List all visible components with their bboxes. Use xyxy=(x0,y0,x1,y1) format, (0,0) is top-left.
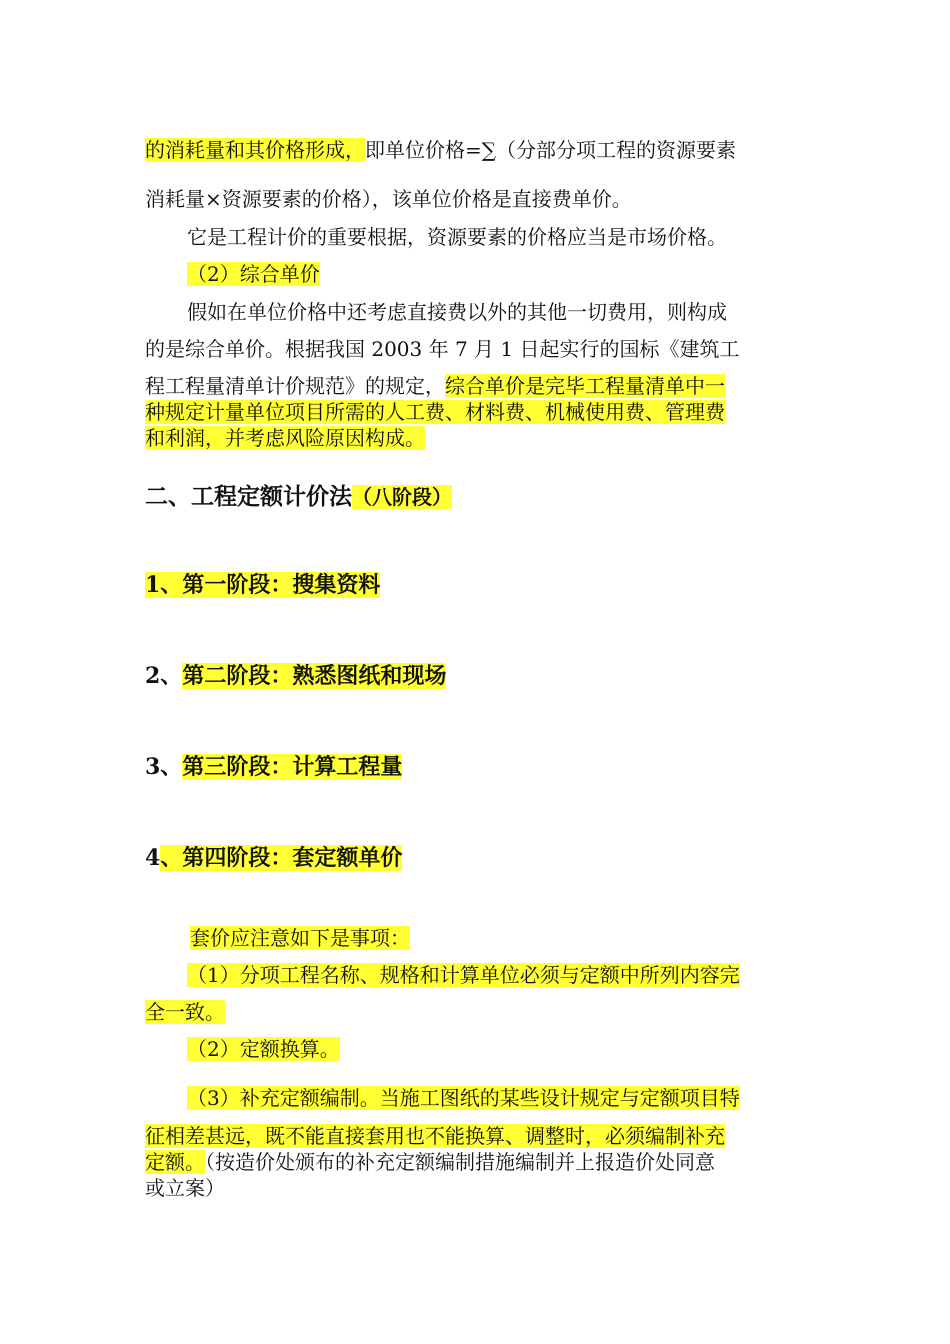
body-text: 即单位价格=∑（分部分项工程的资源要素 xyxy=(365,138,737,162)
stage-title: 第一阶段：搜集资料 xyxy=(182,572,381,598)
highlighted-text: 定额。 xyxy=(145,1150,205,1174)
stage-heading-4 xyxy=(145,843,402,873)
notes-intro xyxy=(190,925,410,951)
highlighted-text: 套价应注意如下是事项： xyxy=(190,926,410,950)
body-text: （按造价处颁布的补充定额编制措施编制并上报造价处同意 xyxy=(205,1150,715,1174)
paragraph-line xyxy=(145,399,725,425)
body-text: 的是综合单价。根据我国 2003 年 7 月 1 日起实行的国标《建筑工 xyxy=(145,337,740,361)
stage-heading-3 xyxy=(145,752,402,782)
stage-title: 第二阶段：熟悉图纸和现场 xyxy=(182,663,447,689)
highlighted-text: 的消耗量和其价格形成， xyxy=(145,138,365,162)
paragraph-line xyxy=(145,186,632,212)
subheading-line xyxy=(187,261,320,287)
stage-number: 3、 xyxy=(145,754,183,780)
highlighted-text: （3）补充定额编制。当施工图纸的某些设计规定与定额项目特 xyxy=(187,1086,740,1110)
paragraph-line xyxy=(145,336,740,362)
note-item-3 xyxy=(187,1085,740,1111)
body-text: 或立案） xyxy=(145,1176,225,1200)
section-heading xyxy=(145,482,452,512)
highlighted-subheading: （2）综合单价 xyxy=(187,262,320,286)
note-item-1 xyxy=(187,962,740,988)
highlighted-text: 征相差甚远，既不能直接套用也不能换算、调整时，必须编制补充 xyxy=(145,1124,725,1148)
body-text: 它是工程计价的重要根据，资源要素的价格应当是市场价格。 xyxy=(187,225,727,249)
paragraph-line xyxy=(145,425,425,451)
section-heading-highlight: （八阶段） xyxy=(352,485,452,509)
note-item-3-cont xyxy=(145,1149,715,1175)
highlighted-text: 综合单价是完毕工程量清单中一 xyxy=(445,374,725,398)
highlighted-text: （1）分项工程名称、规格和计算单位必须与定额中所列内容完 xyxy=(187,963,740,987)
note-item-2 xyxy=(187,1036,340,1062)
paragraph-line xyxy=(187,299,727,325)
highlighted-text: 种规定计量单位项目所需的人工费、材料费、机械使用费、管理费 xyxy=(145,400,725,424)
section-heading-text: 二、工程定额计价法 xyxy=(145,483,352,510)
note-item-3-cont xyxy=(145,1175,225,1201)
body-text: 消耗量×资源要素的价格），该单位价格是直接费单价。 xyxy=(145,187,632,211)
paragraph-line xyxy=(145,373,725,399)
stage-number: 2、 xyxy=(145,663,183,689)
note-item-3-cont xyxy=(145,1123,725,1149)
stage-title: 第三阶段：计算工程量 xyxy=(182,754,403,780)
stage-number: 1、 xyxy=(145,572,183,598)
paragraph-line xyxy=(145,137,736,163)
stage-heading-2 xyxy=(145,661,446,691)
note-item-1-cont xyxy=(145,999,225,1025)
body-text: 程工程量清单计价规范》的规定， xyxy=(145,374,445,398)
paragraph-line xyxy=(187,224,727,250)
body-text: 假如在单位价格中还考虑直接费以外的其他一切费用，则构成 xyxy=(187,300,727,324)
stage-title: 、第四阶段：套定额单价 xyxy=(160,845,403,871)
stage-heading-1 xyxy=(145,570,380,600)
highlighted-text: 和利润，并考虑风险原因构成。 xyxy=(145,426,425,450)
stage-number: 4 xyxy=(145,845,161,871)
highlighted-text: 全一致。 xyxy=(145,1000,225,1024)
highlighted-text: （2）定额换算。 xyxy=(187,1037,340,1061)
